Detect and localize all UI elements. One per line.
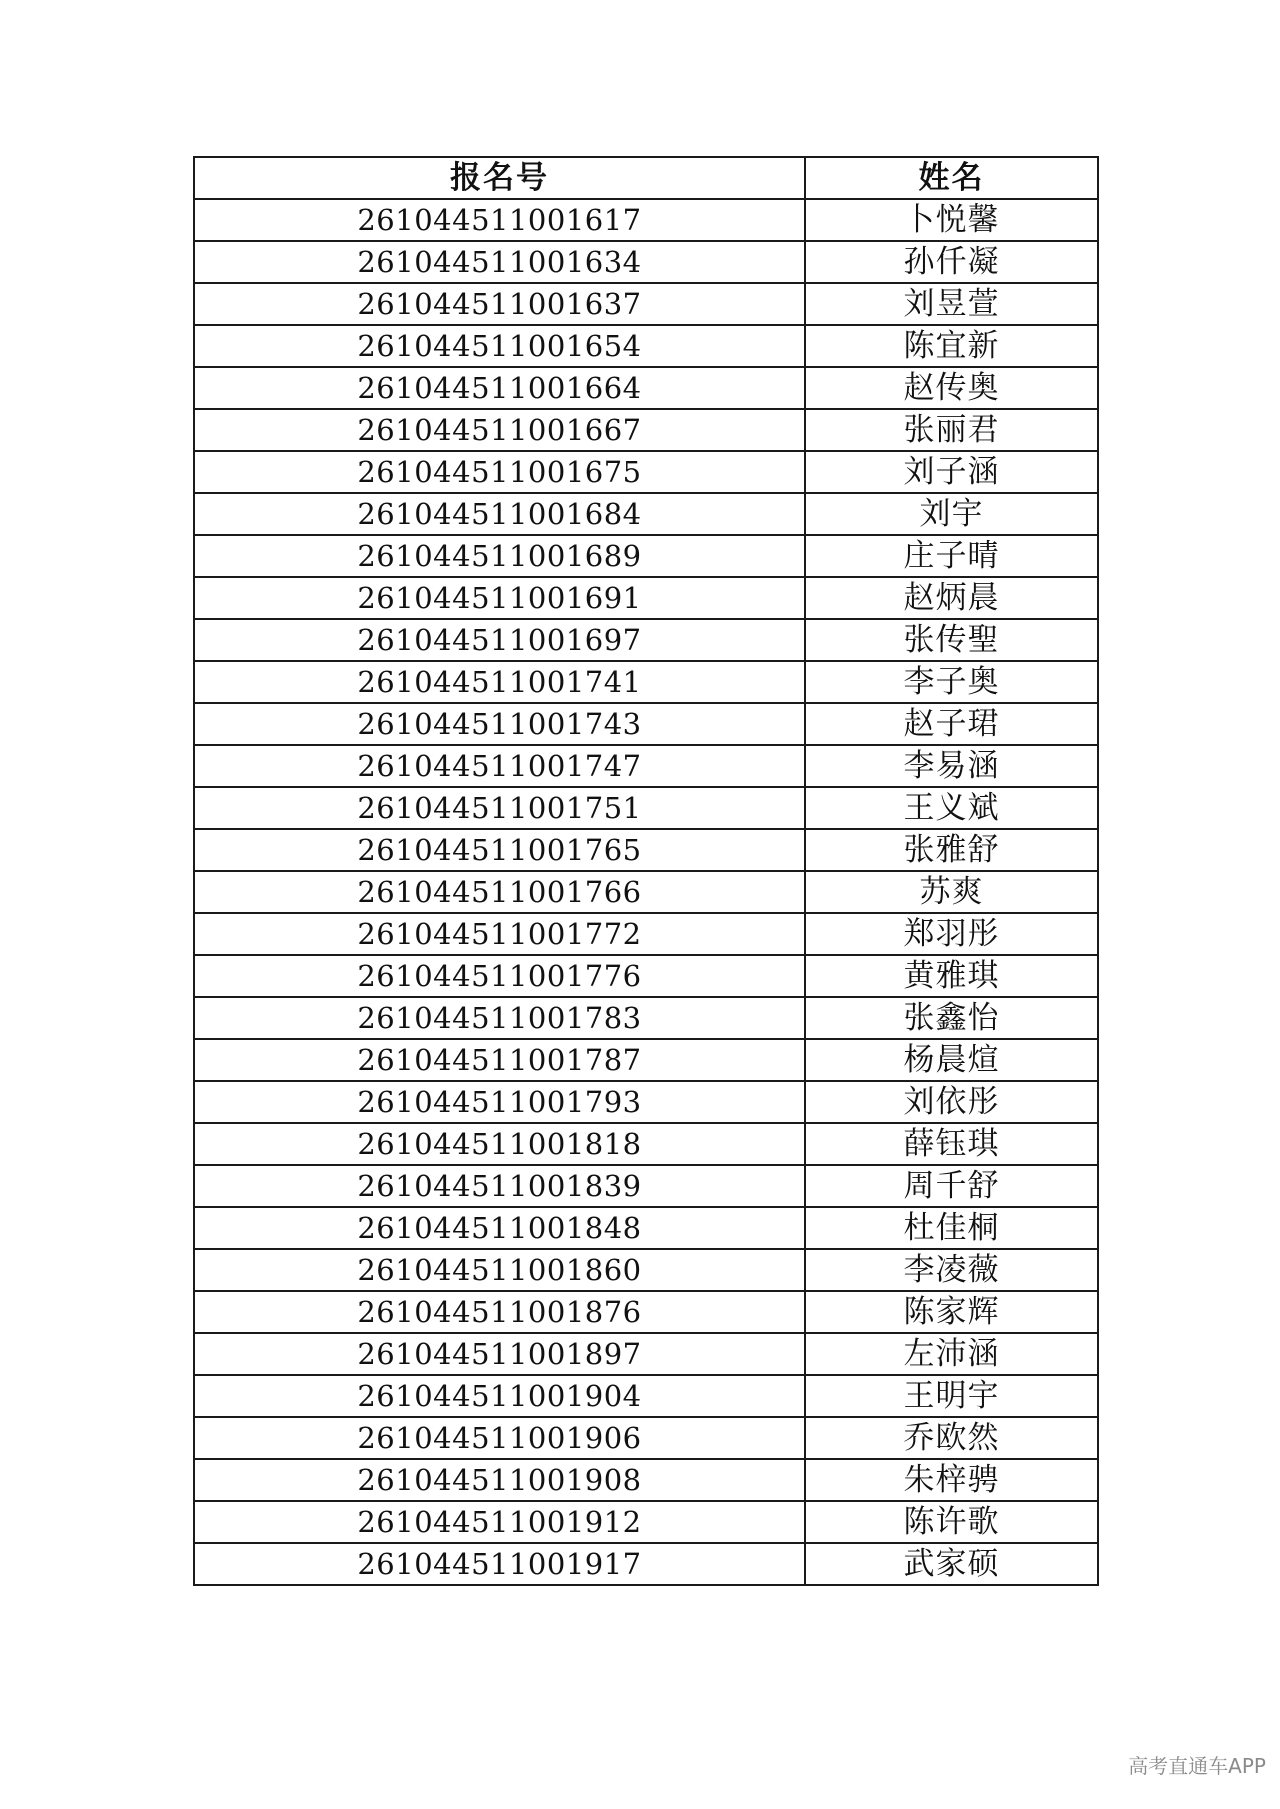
registration-number-cell: 261044511001860 [194, 1249, 805, 1291]
registration-number-cell: 261044511001772 [194, 913, 805, 955]
table-row [194, 241, 1098, 283]
student-name-cell: 王明宇 [805, 1375, 1098, 1417]
table-row [194, 409, 1098, 451]
roster-table-body [194, 199, 1098, 1585]
table-row [194, 787, 1098, 829]
registration-number-cell: 261044511001897 [194, 1333, 805, 1375]
table-row [194, 619, 1098, 661]
registration-number-cell: 261044511001689 [194, 535, 805, 577]
student-name-cell: 杨晨煊 [805, 1039, 1098, 1081]
registration-number-cell: 261044511001904 [194, 1375, 805, 1417]
registration-number-cell: 261044511001691 [194, 577, 805, 619]
roster-table [193, 156, 1099, 1586]
registration-number-cell: 261044511001876 [194, 1291, 805, 1333]
student-name-cell: 苏爽 [805, 871, 1098, 913]
table-row [194, 1459, 1098, 1501]
header-name: 姓名 [805, 157, 1098, 199]
registration-number-cell: 261044511001637 [194, 283, 805, 325]
table-row [194, 1291, 1098, 1333]
table-header-row [194, 157, 1098, 199]
table-row [194, 451, 1098, 493]
student-name-cell: 刘宇 [805, 493, 1098, 535]
table-row [194, 325, 1098, 367]
registration-number-cell: 261044511001793 [194, 1081, 805, 1123]
registration-number-cell: 261044511001917 [194, 1543, 805, 1585]
student-name-cell: 孙仟凝 [805, 241, 1098, 283]
student-name-cell: 薛钰琪 [805, 1123, 1098, 1165]
table-row [194, 1081, 1098, 1123]
registration-number-cell: 261044511001747 [194, 745, 805, 787]
student-name-cell: 张雅舒 [805, 829, 1098, 871]
student-name-cell: 张传聖 [805, 619, 1098, 661]
watermark-text: 高考直通车APP [1128, 1754, 1266, 1778]
student-name-cell: 卜悦馨 [805, 199, 1098, 241]
student-name-cell: 郑羽彤 [805, 913, 1098, 955]
roster-table-container [193, 156, 1097, 1586]
registration-number-cell: 261044511001765 [194, 829, 805, 871]
student-name-cell: 刘子涵 [805, 451, 1098, 493]
registration-number-cell: 261044511001839 [194, 1165, 805, 1207]
registration-number-cell: 261044511001684 [194, 493, 805, 535]
registration-number-cell: 261044511001783 [194, 997, 805, 1039]
registration-number-cell: 261044511001751 [194, 787, 805, 829]
registration-number-cell: 261044511001743 [194, 703, 805, 745]
registration-number-cell: 261044511001741 [194, 661, 805, 703]
table-row [194, 199, 1098, 241]
registration-number-cell: 261044511001654 [194, 325, 805, 367]
student-name-cell: 刘昱萱 [805, 283, 1098, 325]
registration-number-cell: 261044511001912 [194, 1501, 805, 1543]
table-row [194, 703, 1098, 745]
student-name-cell: 李凌薇 [805, 1249, 1098, 1291]
student-name-cell: 周千舒 [805, 1165, 1098, 1207]
table-row [194, 1501, 1098, 1543]
student-name-cell: 李子奥 [805, 661, 1098, 703]
student-name-cell: 庄子晴 [805, 535, 1098, 577]
table-row [194, 1333, 1098, 1375]
registration-number-cell: 261044511001906 [194, 1417, 805, 1459]
table-row [194, 997, 1098, 1039]
student-name-cell: 陈家辉 [805, 1291, 1098, 1333]
registration-number-cell: 261044511001617 [194, 199, 805, 241]
registration-number-cell: 261044511001908 [194, 1459, 805, 1501]
student-name-cell: 黄雅琪 [805, 955, 1098, 997]
header-registration-number: 报名号 [194, 157, 805, 199]
table-row [194, 913, 1098, 955]
registration-number-cell: 261044511001664 [194, 367, 805, 409]
table-row [194, 283, 1098, 325]
registration-number-cell: 261044511001675 [194, 451, 805, 493]
registration-number-cell: 261044511001766 [194, 871, 805, 913]
table-row [194, 1039, 1098, 1081]
table-row [194, 535, 1098, 577]
table-row [194, 1207, 1098, 1249]
registration-number-cell: 261044511001818 [194, 1123, 805, 1165]
registration-number-cell: 261044511001848 [194, 1207, 805, 1249]
student-name-cell: 左沛涵 [805, 1333, 1098, 1375]
student-name-cell: 乔欧然 [805, 1417, 1098, 1459]
student-name-cell: 李易涵 [805, 745, 1098, 787]
student-name-cell: 武家硕 [805, 1543, 1098, 1585]
registration-number-cell: 261044511001697 [194, 619, 805, 661]
registration-number-cell: 261044511001634 [194, 241, 805, 283]
table-row [194, 367, 1098, 409]
table-row [194, 1123, 1098, 1165]
table-row [194, 1249, 1098, 1291]
student-name-cell: 朱梓骋 [805, 1459, 1098, 1501]
student-name-cell: 陈许歌 [805, 1501, 1098, 1543]
table-row [194, 493, 1098, 535]
table-row [194, 1543, 1098, 1585]
student-name-cell: 刘依彤 [805, 1081, 1098, 1123]
registration-number-cell: 261044511001776 [194, 955, 805, 997]
table-row [194, 955, 1098, 997]
student-name-cell: 张鑫怡 [805, 997, 1098, 1039]
table-row [194, 1375, 1098, 1417]
registration-number-cell: 261044511001667 [194, 409, 805, 451]
table-row [194, 577, 1098, 619]
student-name-cell: 赵子珺 [805, 703, 1098, 745]
table-row [194, 661, 1098, 703]
table-row [194, 1165, 1098, 1207]
table-row [194, 1417, 1098, 1459]
student-name-cell: 王义斌 [805, 787, 1098, 829]
student-name-cell: 赵炳晨 [805, 577, 1098, 619]
table-row [194, 871, 1098, 913]
student-name-cell: 杜佳桐 [805, 1207, 1098, 1249]
table-row [194, 829, 1098, 871]
table-row [194, 745, 1098, 787]
student-name-cell: 赵传奥 [805, 367, 1098, 409]
registration-number-cell: 261044511001787 [194, 1039, 805, 1081]
student-name-cell: 张丽君 [805, 409, 1098, 451]
student-name-cell: 陈宜新 [805, 325, 1098, 367]
